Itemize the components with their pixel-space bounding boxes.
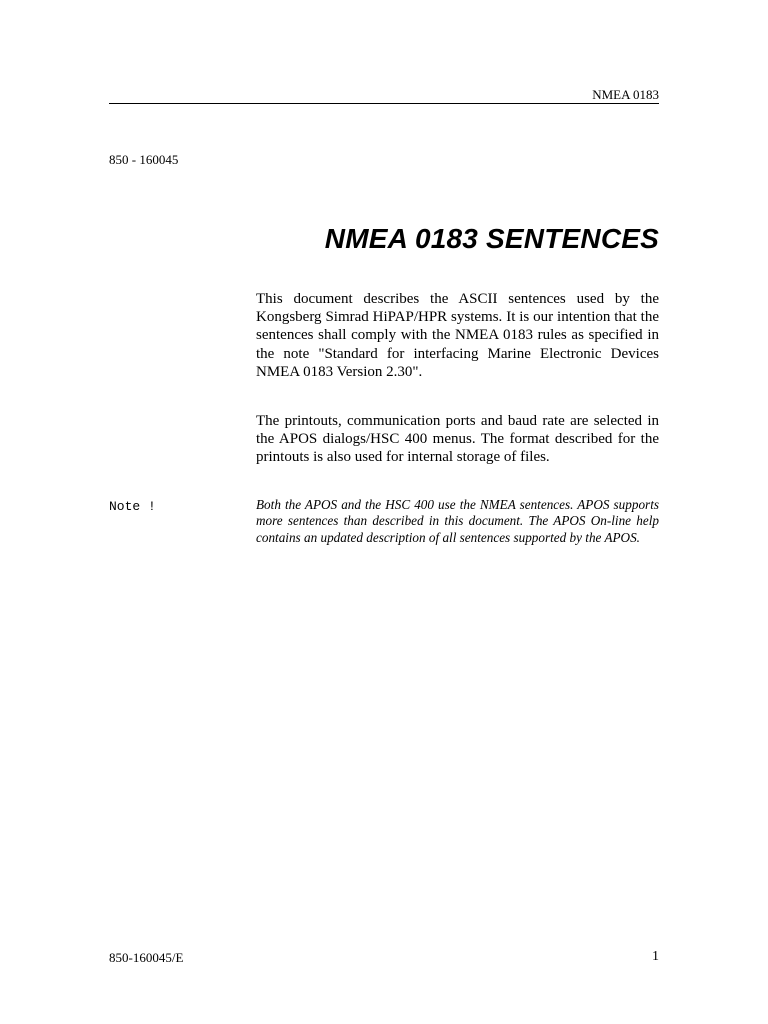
intro-paragraph: This document describes the ASCII sentences used by the Kongsberg Simrad HiPAP/HPR systems. It is our intention that the sentences shall comply with the NMEA 0183 rules as specified in the note "Standard for interfacing Marine Electronic Devices NMEA 0183 Version 2.30". <box>256 291 659 380</box>
document-title: NMEA 0183 SENTENCES <box>324 223 659 254</box>
document-number: 850 - 160045 <box>109 152 179 167</box>
footer-doc-ref: 850-160045/E <box>109 950 184 965</box>
note-label: Note ! <box>109 499 156 514</box>
note-text: Both the APOS and the HSC 400 use the NMEA sentences. APOS supports more sentences than described in this document. The APOS On-line help contains an updated description of all sentences supported by the APOS. <box>256 497 659 545</box>
page-number: 1 <box>652 949 659 964</box>
header-divider <box>109 103 659 104</box>
header-title: NMEA 0183 <box>592 87 659 102</box>
printouts-paragraph: The printouts, communication ports and baud rate are selected in the APOS dialogs/HSC 400 menus. The format described for the printouts is also used for internal storage of files. <box>256 413 659 466</box>
